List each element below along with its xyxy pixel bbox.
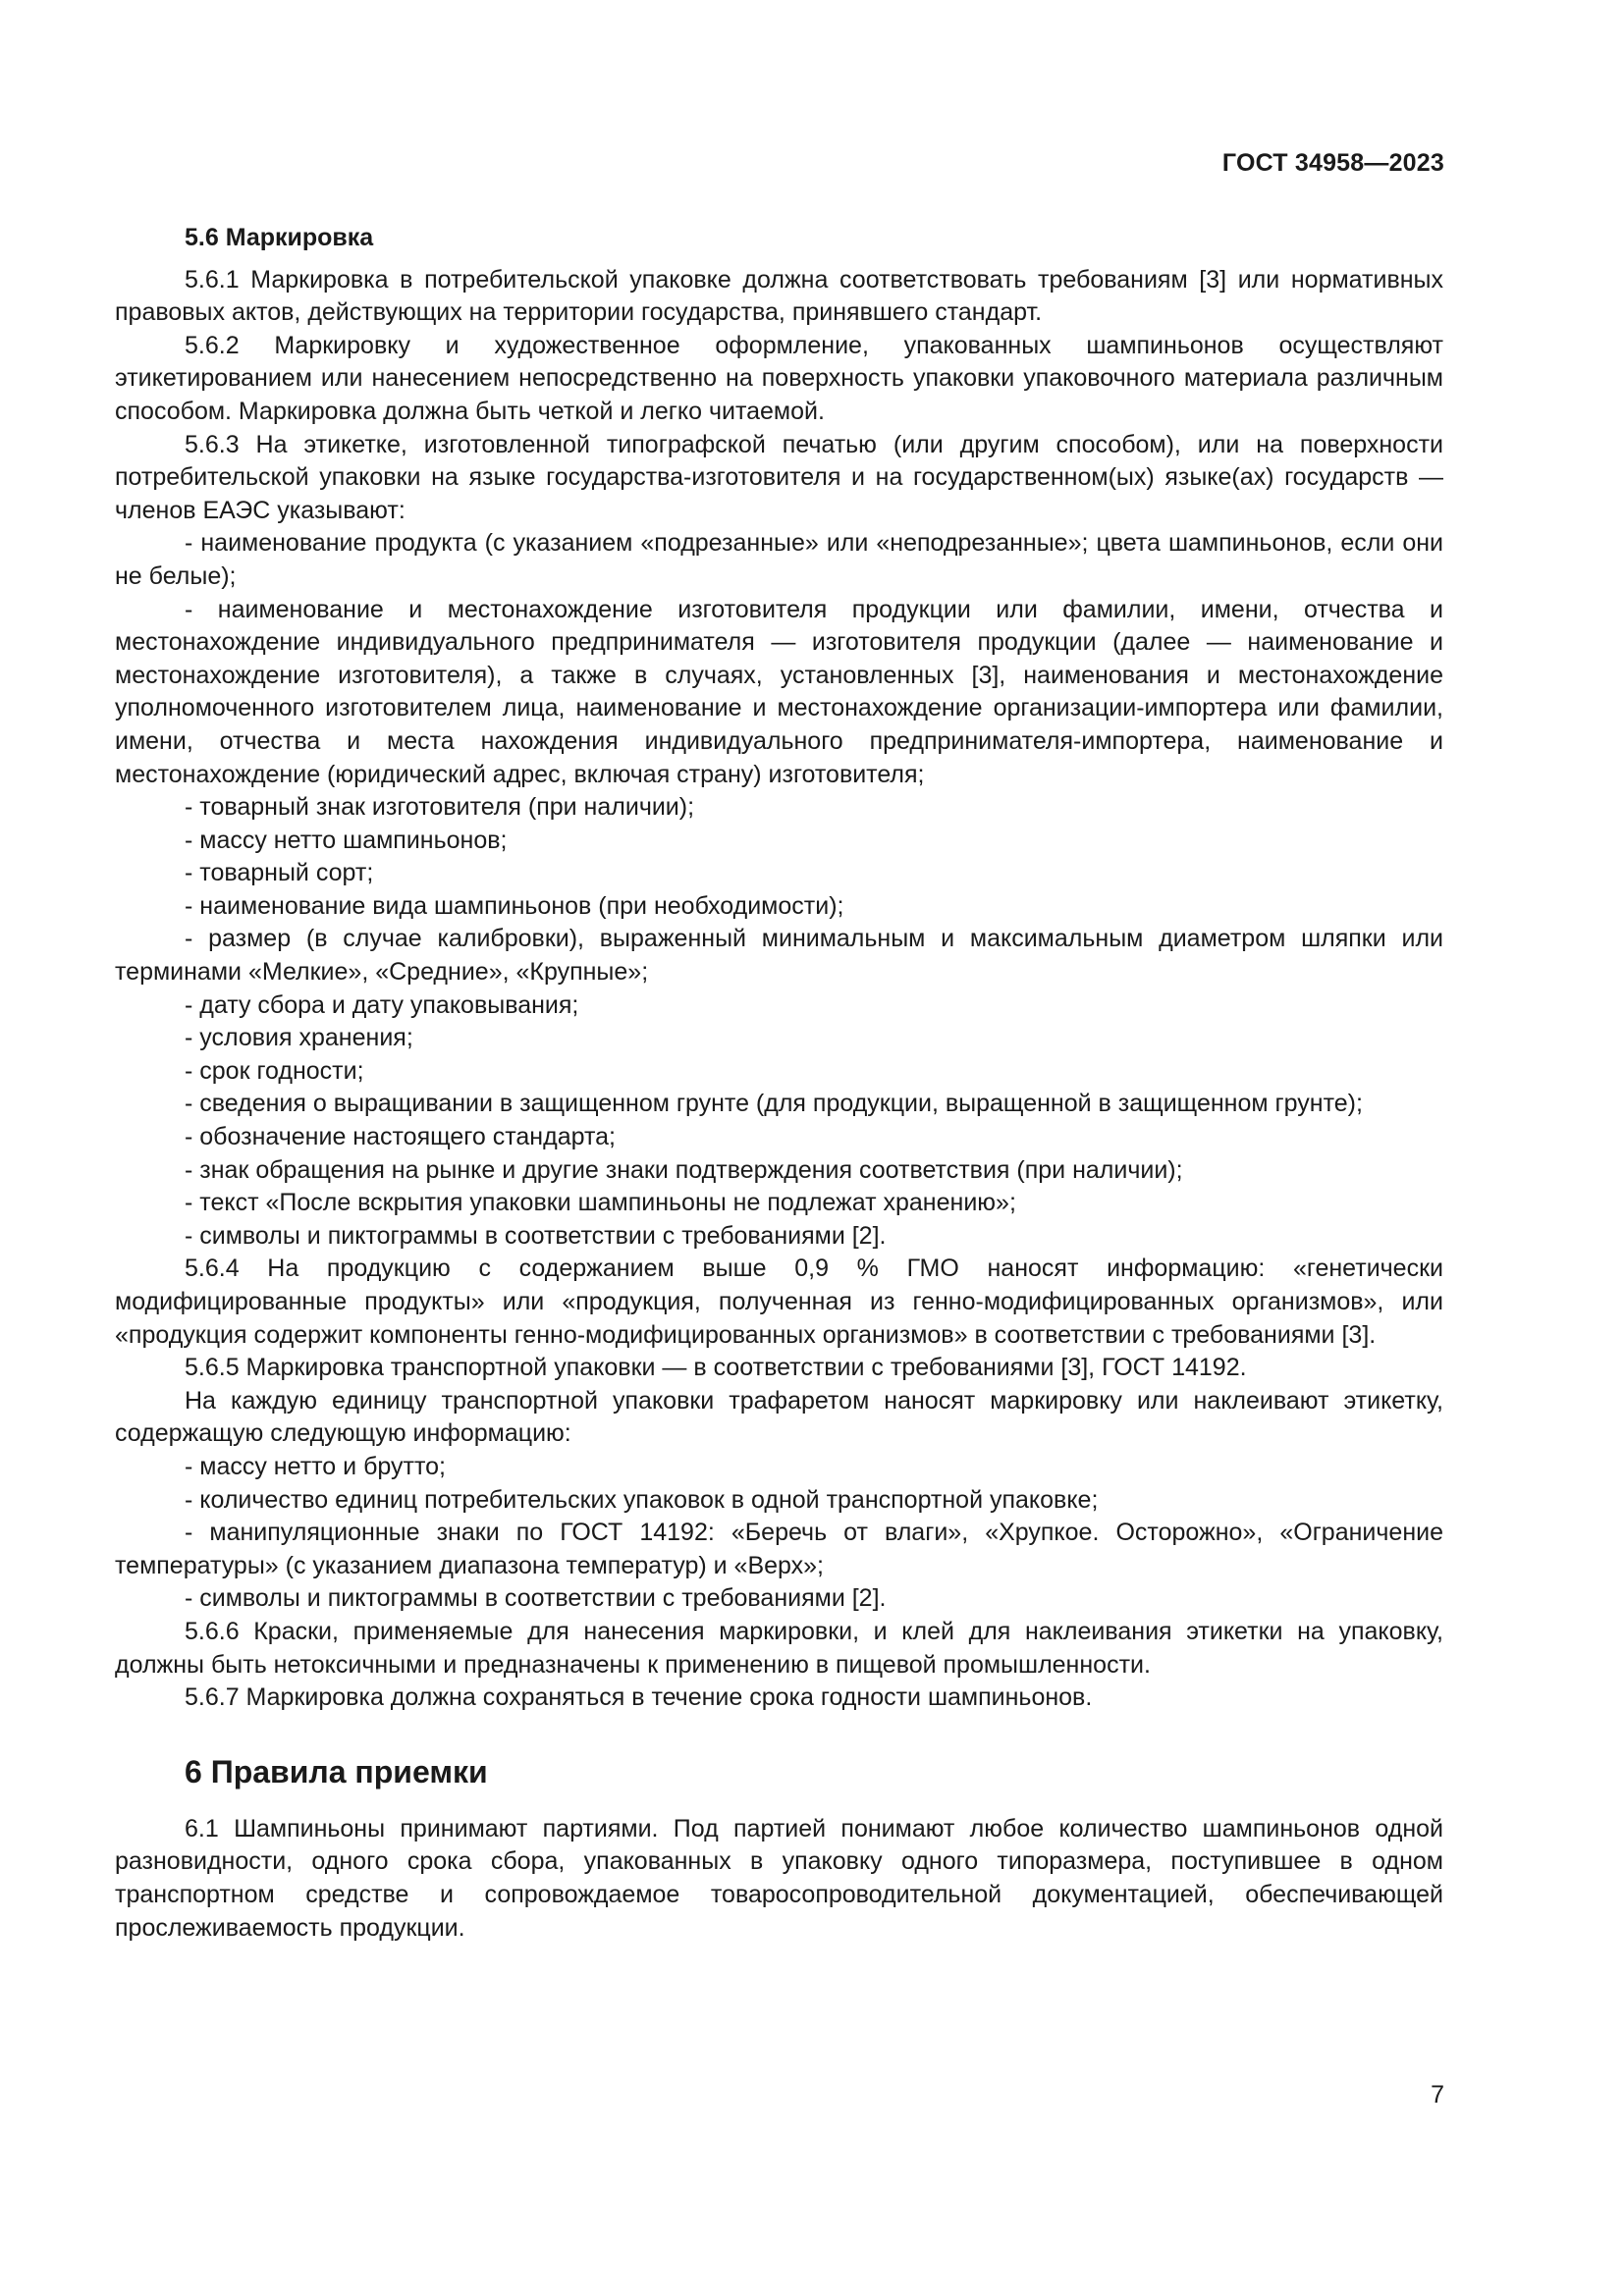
- list-item-standard: - обозначение настоящего стандарта;: [185, 1123, 616, 1151]
- list-item-storage-text: - текст «После вскрытия упаковки шампиньоны не подлежат хранению»;: [185, 1189, 1016, 1217]
- paragraph-5-6-3: 5.6.3 На этикетке, изготовленной типографской печатью (или другим способом), или на поверхности потребительской упаковки на языке государства-изготовителя и на государственном(ых) языке(ах) государств — членов ЕАЭС указывают:: [115, 430, 1443, 524]
- page-number: 7: [1431, 2081, 1444, 2109]
- list-item-trademark: - товарный знак изготовителя (при наличии);: [185, 793, 695, 822]
- paragraph-5-6-4: 5.6.4 На продукцию с содержанием выше 0,9 % ГМО наносят информацию: «генетически модифицированные продукты» или «продукция, полученная из генно-модифицированных организмов», или «продукция содержит компоненты генно-модифицированных организмов» в соответствии с требованиями [3].: [115, 1255, 1443, 1349]
- list-item-net-mass: - массу нетто шампиньонов;: [185, 826, 508, 854]
- paragraph-5-6-1: 5.6.1 Маркировка в потребительской упаковке должна соответствовать требованиям [3] или нормативных правовых актов, действующих на территории государства, принявшего стандарт.: [115, 265, 1443, 327]
- paragraph-5-6-7: 5.6.7 Маркировка должна сохраняться в течение срока годности шампиньонов.: [185, 1683, 1093, 1712]
- list-item-size: - размер (в случае калибровки), выраженный минимальным и максимальным диаметром шляпки или терминами «Мелкие», «Средние», «Крупные»;: [115, 925, 1443, 987]
- list-item-symbols: - символы и пиктограммы в соответствии с требованиями [2].: [185, 1221, 887, 1250]
- list-item-protected-ground: - сведения о выращивании в защищенном грунте (для продукции, выращенной в защищенном грунте);: [185, 1090, 1363, 1118]
- section-6-title: 6 Правила приемки: [185, 1753, 488, 1789]
- list-item-transport-symbols: - символы и пиктограммы в соответствии с требованиями [2].: [185, 1584, 887, 1613]
- list-item-storage: - условия хранения;: [185, 1024, 413, 1052]
- paragraph-5-6-5: 5.6.5 Маркировка транспортной упаковки — в соответствии с требованиями [3], ГОСТ 14192.: [185, 1354, 1247, 1382]
- list-item-handling-marks: - манипуляционные знаки по ГОСТ 14192: «Беречь от влаги», «Хрупкое. Осторожно», «Ограничение температуры» (с указанием диапазона температур) и «Верх»;: [115, 1519, 1443, 1579]
- paragraph-5-6-6: 5.6.6 Краски, применяемые для нанесения маркировки, и клей для наклеивания этикетки на упаковку, должны быть нетоксичными и предназначены к применению в пищевой промышленности.: [115, 1617, 1443, 1679]
- paragraph-transport-label: На каждую единицу транспортной упаковки трафаретом наносят маркировку или наклеивают этикетку, содержащую следующую информацию:: [115, 1386, 1443, 1448]
- list-item-manufacturer: - наименование и местонахождение изготовителя продукции или фамилии, имени, отчества и местонахождение индивидуального предпринимателя — изготовителя продукции (далее — наименование и местонахождение изготовителя), а также в случаях, установленных [3], наименования и местонахождение уполномоченного изготовителем лица, наименование и местонахождение организации-импортера или фамилии, имени, отчества и места нахождения индивидуального предпринимателя-импортера, наименование и местонахождение (юридический адрес, включая страну) изготовителя;: [115, 595, 1443, 788]
- list-item-grade: - товарный сорт;: [185, 859, 374, 887]
- list-item-net-gross: - массу нетто и брутто;: [185, 1452, 446, 1480]
- list-item-product-name: - наименование продукта (с указанием «подрезанные» или «неподрезанные»; цвета шампиньонов, если они не белые);: [115, 529, 1443, 590]
- document-code-header: ГОСТ 34958—2023: [1221, 149, 1444, 177]
- page-content: [115, 222, 1443, 1945]
- paragraph-5-6-2: 5.6.2 Маркировку и художественное оформление, упакованных шампиньонов осуществляют этикетированием или нанесением непосредственно на поверхность упаковки упаковочного материала различным способом. Маркировка должна быть четкой и легко читаемой.: [115, 331, 1443, 425]
- paragraph-6-1: 6.1 Шампиньоны принимают партиями. Под партией понимают любое количество шампиньонов одной разновидности, одного срока сбора, упакованных в упаковку одного типоразмера, поступившее в одном транспортном средстве и сопровождаемое товаросопроводительной документацией, обеспечивающей прослеживаемость продукции.: [115, 1814, 1443, 1942]
- list-item-species: - наименование вида шампиньонов (при необходимости);: [185, 891, 844, 920]
- list-item-conformity-mark: - знак обращения на рынке и другие знаки подтверждения соответствия (при наличии);: [185, 1155, 1183, 1184]
- list-item-units-count: - количество единиц потребительских упаковок в одной транспортной упаковке;: [185, 1485, 1099, 1514]
- section-5-6-heading: 5.6 Маркировка: [185, 224, 374, 251]
- list-item-shelf-life: - срок годности;: [185, 1056, 364, 1085]
- list-item-dates: - дату сбора и дату упаковывания;: [185, 990, 579, 1019]
